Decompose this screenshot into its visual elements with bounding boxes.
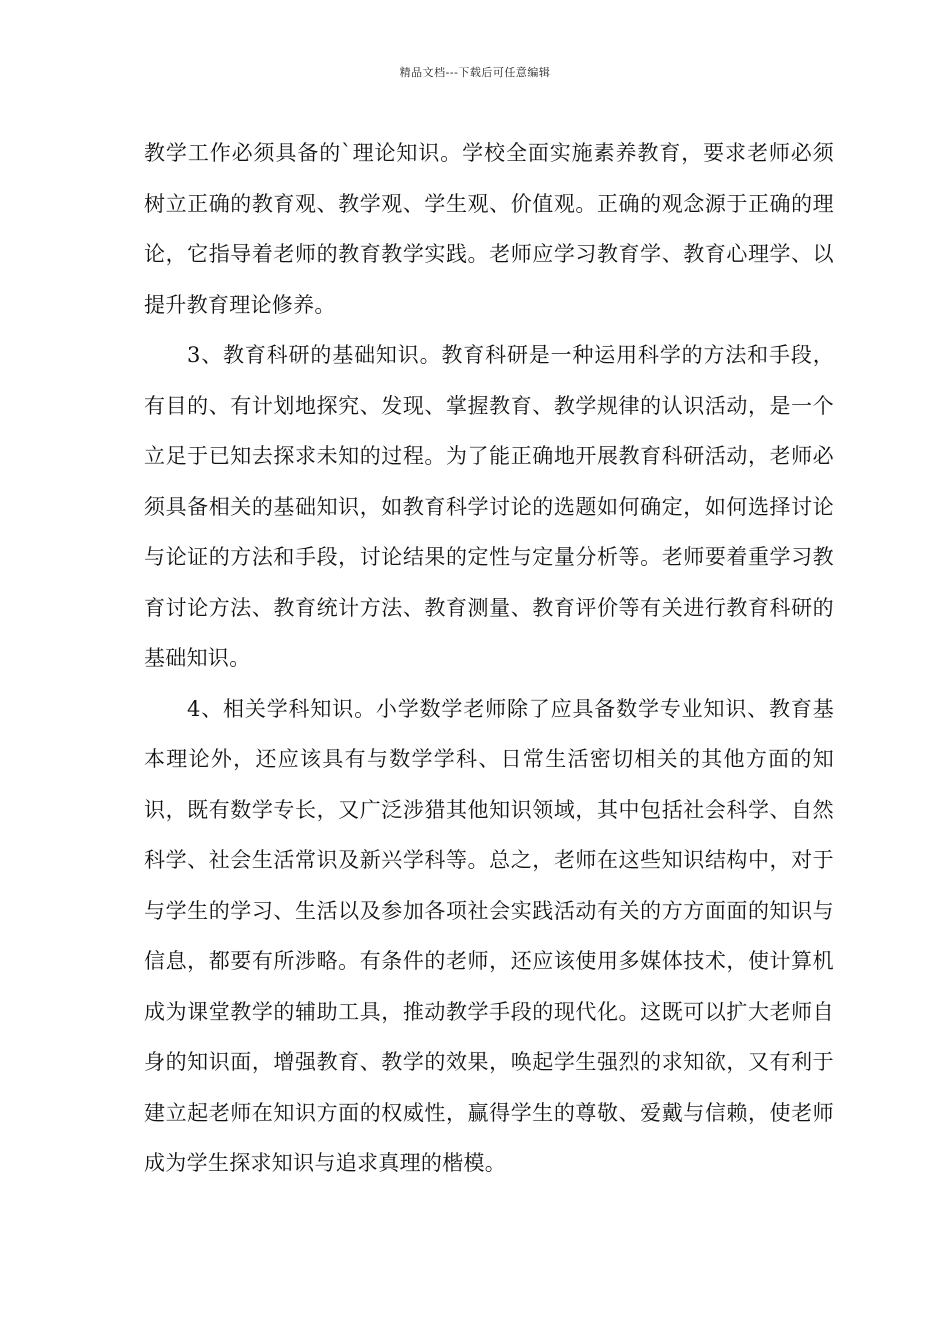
page-header: 精品文档---下载后可任意编辑 [399,66,551,79]
document-body [144,128,834,1189]
paragraph-3: 4、相关学科知识。小学数学老师除了应具备数学专业知识、教育基本理论外，还应该具有与数学学科、日常生活密切相关的其他方面的知识，既有数学专长，又广泛涉猎其他知识领域，其中包括社会科学、自然科学、社会生活常识及新兴学科等。总之，老师在这些知识结构中，对于与学生的学习、生活以及参加各项社会实践活动有关的方方面面的知识与信息，都要有所涉略。有条件的老师，还应该使用多媒体技术，使计算机成为课堂教学的辅助工具，推动教学手段的现代化。这既可以扩大老师自身的知识面，增强教育、教学的效果，唤起学生强烈的求知欲，又有利于建立起老师在知识方面的权威性，赢得学生的尊敬、爱戴与信赖，使老师成为学生探求知识与追求真理的楷模。 [144,696,834,1175]
paragraph-1: 教学工作必须具备的`理论知识。学校全面实施素养教育，要求老师必须树立正确的教育观、教学观、学生观、价值观。正确的观念源于正确的理论，它指导着老师的教育教学实践。老师应学习教育学、教育心理学、以提升教育理论修养。 [144,141,834,317]
paragraph-2: 3、教育科研的基础知识。教育科研是一种运用科学的方法和手段，有目的、有计划地探究、发现、掌握教育、教学规律的认识活动，是一个立足于已知去探求未知的过程。为了能正确地开展教育科研活动，老师必须具备相关的基础知识，如教育科学讨论的选题如何确定，如何选择讨论与论证的方法和手段，讨论结果的定性与定量分析等。老师要着重学习教育讨论方法、教育统计方法、教育测量、教育评价等有关进行教育科研的基础知识。 [144,343,834,670]
